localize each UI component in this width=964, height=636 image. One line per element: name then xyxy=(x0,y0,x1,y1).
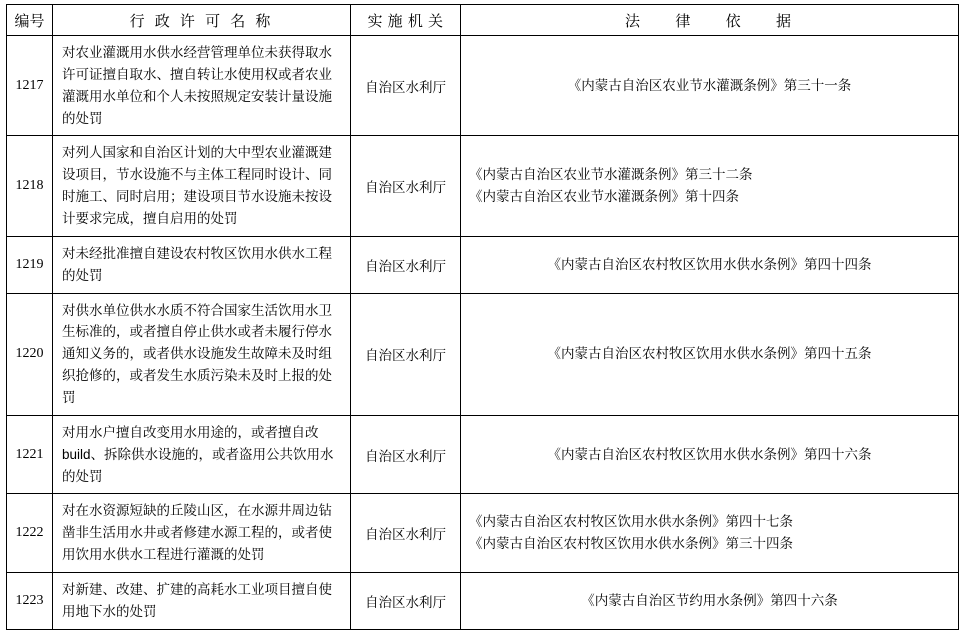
legal-basis-line: 《内蒙古自治区农村牧区饮用水供水条例》第四十六条 xyxy=(547,446,872,462)
table-row xyxy=(7,415,959,494)
cell-implementing-agency: 自治区水利厅 xyxy=(351,415,461,494)
cell-legal-basis xyxy=(461,136,959,236)
cell-permit-id: 1218 xyxy=(7,136,53,236)
cell-permit-id: 1223 xyxy=(7,573,53,630)
cell-implementing-agency: 自治区水利厅 xyxy=(351,573,461,630)
table-row xyxy=(7,236,959,293)
cell-implementing-agency: 自治区水利厅 xyxy=(351,494,461,573)
column-header-law-text: 法 律 依 据 xyxy=(624,12,794,30)
legal-basis-line: 《内蒙古自治区农业节水灌溉条例》第十四条 xyxy=(469,189,739,205)
cell-permit-id: 1221 xyxy=(7,415,53,494)
cell-implementing-agency: 自治区水利厅 xyxy=(351,36,461,136)
cell-permit-name: 对农业灌溉用水供水经营管理单位未获得取水许可证擅自取水、擅自转让水使用权或者农业灌溉用水单位和个人未按照规定安装计量设施的处罚 xyxy=(53,36,351,136)
cell-permit-name: 对未经批准擅自建设农村牧区饮用水供水工程的处罚 xyxy=(53,236,351,293)
cell-permit-name: 对供水单位供水水质不符合国家生活饮用水卫生标准的，或者擅自停止供水或者未履行停水通知义务的，或者供水设施发生故障未及时组织抢修的，或者发生水质污染未及时上报的处罚 xyxy=(53,293,351,415)
cell-permit-id: 1217 xyxy=(7,36,53,136)
table-row xyxy=(7,136,959,236)
legal-basis-line: 《内蒙古自治区农村牧区饮用水供水条例》第四十四条 xyxy=(547,256,872,272)
table-row xyxy=(7,293,959,415)
legal-basis-line: 《内蒙古自治区农村牧区饮用水供水条例》第四十五条 xyxy=(547,346,872,362)
cell-legal-basis xyxy=(461,573,959,630)
cell-legal-basis xyxy=(461,293,959,415)
table-header xyxy=(7,5,959,36)
legal-basis-line: 《内蒙古自治区农业节水灌溉条例》第三十一条 xyxy=(567,77,852,93)
legal-basis-line: 《内蒙古自治区节约用水条例》第四十六条 xyxy=(581,592,838,608)
cell-permit-id: 1220 xyxy=(7,293,53,415)
table-row xyxy=(7,36,959,136)
table-row xyxy=(7,494,959,573)
table-body xyxy=(7,36,959,630)
legal-basis-line: 《内蒙古自治区农业节水灌溉条例》第三十二条 xyxy=(469,167,753,183)
cell-legal-basis xyxy=(461,236,959,293)
legal-basis-line: 《内蒙古自治区农村牧区饮用水供水条例》第四十七条 xyxy=(469,514,793,530)
column-header-org: 实 施 机 关 xyxy=(351,5,461,36)
cell-permit-id: 1219 xyxy=(7,236,53,293)
cell-permit-name: 对在水资源短缺的丘陵山区，在水源井周边钻凿非生活用水井或者修建水源工程的，或者使用饮用水供水工程进行灌溉的处罚 xyxy=(53,494,351,573)
table-row xyxy=(7,573,959,630)
column-header-law xyxy=(461,5,959,36)
column-header-id: 编号 xyxy=(7,5,53,36)
cell-legal-basis xyxy=(461,494,959,573)
cell-implementing-agency: 自治区水利厅 xyxy=(351,293,461,415)
cell-permit-name: 对新建、改建、扩建的高耗水工业项目擅自使用地下水的处罚 xyxy=(53,573,351,630)
administrative-permit-table xyxy=(6,4,959,630)
cell-implementing-agency: 自治区水利厅 xyxy=(351,136,461,236)
table-header-row xyxy=(7,5,959,36)
cell-legal-basis xyxy=(461,36,959,136)
cell-legal-basis xyxy=(461,415,959,494)
cell-permit-id: 1222 xyxy=(7,494,53,573)
cell-permit-name: 对用水户擅自改变用水用途的，或者擅自改build、拆除供水设施的，或者盗用公共饮用水的处罚 xyxy=(53,415,351,494)
legal-basis-line: 《内蒙古自治区农村牧区饮用水供水条例》第三十四条 xyxy=(469,536,793,552)
cell-implementing-agency: 自治区水利厅 xyxy=(351,236,461,293)
column-header-name-text: 行 政 许 可 名 称 xyxy=(129,12,274,30)
column-header-name xyxy=(53,5,351,36)
cell-permit-name: 对列人国家和自治区计划的大中型农业灌溉建设项目，节水设施不与主体工程同时设计、同时施工、同时启用；建设项目节水设施未按设计要求完成，擅自启用的处罚 xyxy=(53,136,351,236)
